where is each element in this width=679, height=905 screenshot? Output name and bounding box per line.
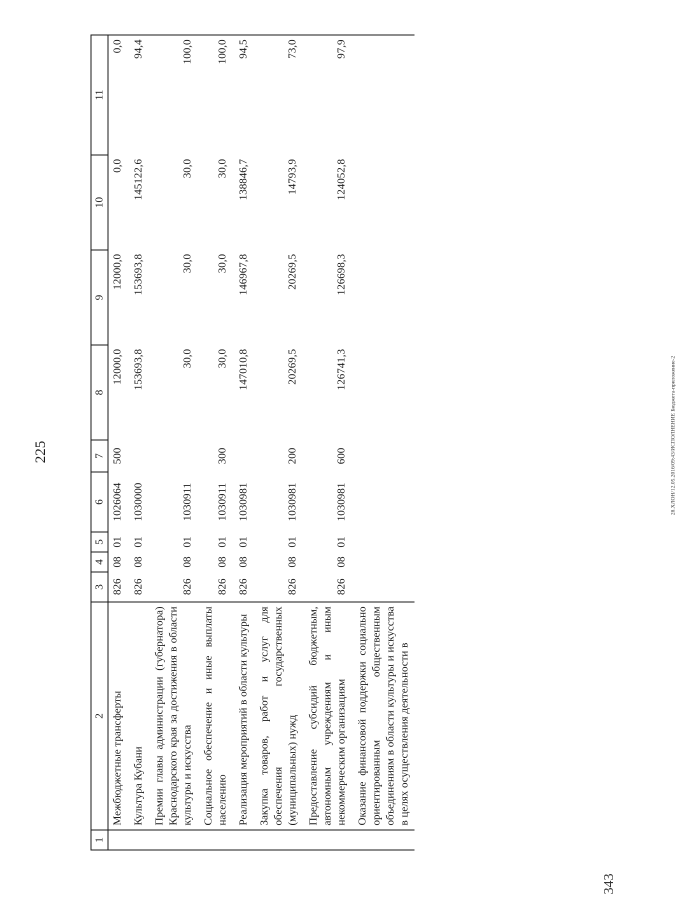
grbs-code [351,572,414,602]
refined-amount [351,250,414,345]
subsection-code: 01 [181,536,193,547]
target-article-code: 1030911 [216,482,228,521]
refined-amount: 153693,8 [132,253,144,295]
table-row [253,35,302,850]
section-code: 08 [216,556,228,567]
refined-amount: 126698,3 [335,253,347,295]
grbs-code: 826 [216,578,228,595]
execution-percent: 73,0 [253,35,302,155]
section-code: 08 [181,556,193,567]
target-article-code [351,472,414,532]
table-row [351,35,414,850]
table-row [197,35,232,850]
row-name: Закупка товаров, работ и услуг для обеспечения государственных (муниципальных) нужд [253,602,302,830]
execution-percent: 94,5 [232,35,253,155]
executed-amount: 30,0 [181,158,193,178]
subsection-code: 01 [335,536,347,547]
execution-percent: 94,4 [127,35,148,155]
target-article-code: 1030981 [286,482,298,521]
target-article-code: 1030000 [132,482,144,521]
table-row [148,35,197,850]
executed-amount: 30,0 [216,158,228,178]
expense-type-code: 600 [335,447,347,464]
table-row [127,35,148,850]
refined-amount: 30,0 [181,253,193,273]
approved-amount: 30,0 [216,348,228,368]
column-header-2: 2 [91,602,108,830]
row-number [351,830,414,850]
executed-amount: 124052,8 [335,158,347,200]
row-number [127,830,148,850]
target-article-code: 1030911 [181,482,193,521]
subsection-code: 01 [111,536,123,547]
expense-type-code: 300 [216,447,228,464]
target-article-code: 1030981 [237,482,249,521]
refined-amount: 146967,8 [237,253,249,295]
table-row [108,35,128,850]
refined-amount: 20269,5 [286,253,298,290]
executed-amount: 138846,7 [237,158,249,200]
row-name: Социальное обеспечение и иные выплаты населению [197,602,232,830]
row-name: Предоставление субсидий бюджетным, автономным учреждениям и иным некоммерческим организациям [302,602,351,830]
column-header-7: 7 [91,440,108,472]
grbs-code: 826 [132,578,144,595]
grbs-code: 826 [181,578,193,595]
budget-table-container [90,35,520,850]
section-code: 08 [335,556,347,567]
column-header-3: 3 [91,572,108,602]
refined-amount: 12000,0 [111,253,123,290]
row-number [302,830,351,850]
executed-amount: 0,0 [111,158,123,173]
grbs-code: 826 [335,578,347,595]
subsection-code: 01 [132,536,144,547]
executed-amount: 145122,6 [132,158,144,200]
column-header-8: 8 [91,345,108,440]
execution-percent: 0,0 [108,35,128,155]
expense-type-code [127,440,148,472]
approved-amount [351,345,414,440]
row-name: Межбюджетные трансферты [108,602,128,830]
grbs-code: 826 [237,578,249,595]
section-code [351,552,414,572]
refined-amount: 30,0 [216,253,228,273]
row-name: Премии главы администрации (губернатора) Краснодарского края за достижения в области культуры и искусства [148,602,197,830]
column-header-5: 5 [91,532,108,552]
section-code: 08 [132,556,144,567]
execution-percent [351,35,414,155]
column-header-6: 6 [91,472,108,532]
grbs-code: 826 [111,578,123,595]
row-number [108,830,128,850]
row-name: Культура Кубани [127,602,148,830]
column-header-11: 11 [91,35,108,155]
row-number [197,830,232,850]
execution-percent: 97,9 [302,35,351,155]
column-header-1: 1 [91,830,108,850]
approved-amount: 126741,3 [335,348,347,390]
row-number [253,830,302,850]
expense-type-code: 200 [286,447,298,464]
execution-percent: 100,0 [197,35,232,155]
execution-percent: 100,0 [148,35,197,155]
table-row [232,35,253,850]
column-header-10: 10 [91,155,108,250]
row-name: Реализация мероприятий в области культуры [232,602,253,830]
grbs-code: 826 [286,578,298,595]
approved-amount: 12000,0 [111,348,123,385]
section-code: 08 [286,556,298,567]
header-row [91,35,108,850]
executed-amount: 14793,9 [286,158,298,195]
expense-type-code: 500 [111,447,123,464]
expense-type-code [351,440,414,472]
expense-type-code [148,440,197,472]
approved-amount: 153693,8 [132,348,144,390]
budget-table [90,34,414,850]
rotated-table-area [90,35,520,850]
row-name: Оказание финансовой поддержки социально ориентированным общественным объединениям в области культуры и искусства в целях осуществления деятельности в [351,602,414,830]
target-article-code: 1026064 [111,482,123,521]
row-number [148,830,197,850]
target-article-code: 1030981 [335,482,347,521]
approved-amount: 147010,8 [237,348,249,390]
approved-amount: 20269,5 [286,348,298,385]
subsection-code: 01 [237,536,249,547]
table-row [302,35,351,850]
section-code: 08 [111,556,123,567]
page-number: 225 [33,440,49,464]
subsection-code [351,532,414,552]
row-number [232,830,253,850]
section-code: 08 [237,556,249,567]
approved-amount: 30,0 [181,348,193,368]
sheet-number: 343 [602,873,617,895]
subsection-code: 01 [286,536,298,547]
column-header-9: 9 [91,250,108,345]
document-code: 28.ХЛОН/12.05.2016/09:43/ИСПОЛНЕНИЕ Бюджета-приложение-2 [670,355,677,516]
column-header-4: 4 [91,552,108,572]
expense-type-code [232,440,253,472]
executed-amount [351,155,414,250]
table-body [108,35,415,850]
subsection-code: 01 [216,536,228,547]
